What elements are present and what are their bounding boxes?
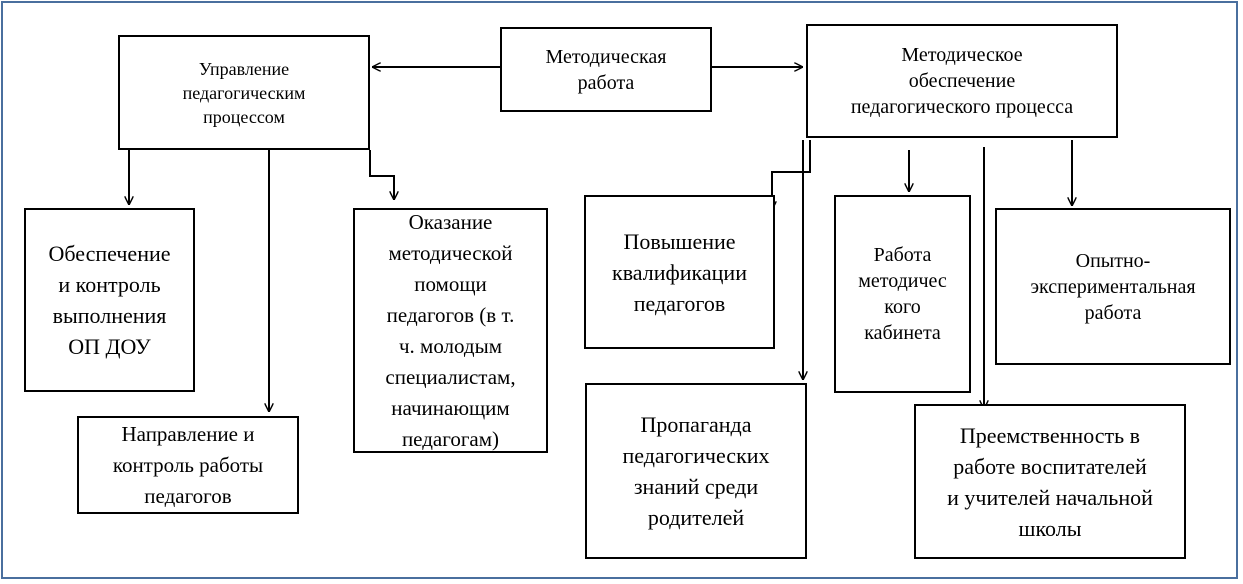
box-methodical-work: Методическая работа <box>500 27 712 112</box>
box-management-pedagogical-process: Управление педагогическим процессом <box>118 35 370 150</box>
box-experimental-work: Опытно- экспериментальная работа <box>995 208 1231 365</box>
arrow-to-methodical-help <box>370 150 394 200</box>
box-methodical-cabinet: Работа методичес кого кабинета <box>834 195 971 393</box>
box-qualification: Повышение квалификации педагогов <box>584 195 775 349</box>
box-methodical-support: Методическое обеспечение педагогического процесса <box>806 24 1118 138</box>
box-propaganda: Пропаганда педагогических знаний среди родителей <box>585 383 807 559</box>
box-methodical-help: Оказание методической помощи педагогов (в т. ч. молодым специалистам, начинающим педагогам) <box>353 208 548 453</box>
box-provision-control-op-dou: Обеспечение и контроль выполнения ОП ДОУ <box>24 208 195 392</box>
arrow-to-qualification <box>772 140 810 210</box>
box-direction-control-teachers: Направление и контроль работы педагогов <box>77 416 299 514</box>
box-continuity: Преемственность в работе воспитателей и учителей начальной школы <box>914 404 1186 559</box>
